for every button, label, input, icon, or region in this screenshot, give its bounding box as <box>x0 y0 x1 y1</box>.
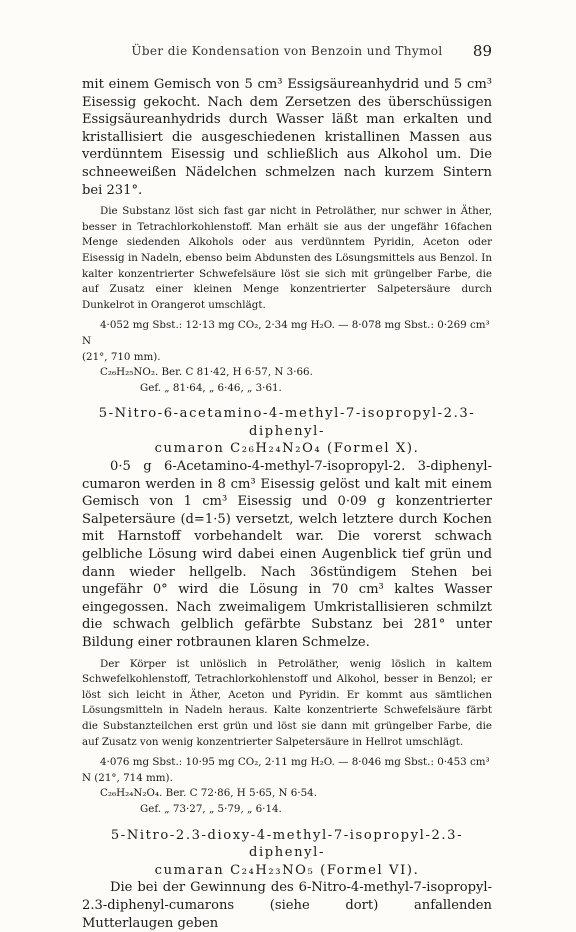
page-header <box>82 44 492 64</box>
analysis-1-line-1: 4·052 mg Sbst.: 12·13 mg CO₂, 2·34 mg H₂O. — 8·078 mg Sbst.: 0·269 cm³ N <box>82 319 490 347</box>
page-number: 89 <box>472 42 492 60</box>
paragraph-mother-liquors: Die bei der Gewinnung des 6-Nitro-4-methyl-7-isopropyl-2.3-diphenyl-cumarons (siehe dort) anfallenden Mutterlaugen geben <box>82 880 492 931</box>
running-head: Über die Kondensation von Benzoin und Thymol <box>131 44 443 58</box>
paragraph-nitration: 0·5 g 6-Acetamino-4-methyl-7-isopropyl-2. 3-diphenyl-cumaron werden in 8 cm³ Eisessig gelöst und kalt mit einem Gemisch von 1 cm³ Eisessig und 0·09 g konzentrierter Salpetersäure (d=1·5) versetzt, welch letztere durch Kochen mit Harnstoff vorbehandelt war. Die vorerst schwach gelbliche Lösung wird dabei einen Augenblick tief grün und dann wieder hellgelb. Nach 36stündigem Stehen bei ungefähr 0° wird die Lösung in 70 cm³ kaltes Wasser eingegossen. Nach zweimaligem Umkristallisieren schmilzt die schwach gelblich gefärbte Substanz bei 281° unter Bildung einer rotbraunen klaren Schmelze. <box>82 459 492 650</box>
note-solubility-2: Der Körper ist unlöslich in Petroläther, wenig löslich in kaltem Schwefelkohlenstoff, Tetrachlorkohlenstoff und Alkohol, besser in Benzol; er löst sich leicht in Äther, Aceton und Pyridin. Er kommt aus sämtlichen Lösungsmitteln in Nadeln heraus. Kalte konzentrierte Schwefelsäure färbt die Substanzteilchen erst grün und löst sie dann mit grüngelber Farbe, die auf Zusatz von wenig konzentrierter Salpetersäure in Hellrot umschlägt. <box>82 657 492 748</box>
note-solubility-1: Die Substanz löst sich fast gar nicht in Petroläther, nur schwer in Äther, besser in Tetrachlorkohlenstoff. Man erhält sie aus der ungefähr 16fachen Menge siedenden Alkohols oder aus verdünntem Pyridin, Aceton oder Eisessig in Nadeln, ebenso beim Abdunsten des Lösungsmittels aus Benzol. In kalter konzentrierter Schwefelsäure löst sie sich mit grüngelber Farbe, die auf Zusatz einer kleinen Menge konzentrierter Salpetersäure durch Dunkelrot in Orangerot umschlägt. <box>82 205 492 311</box>
section-title-1-line-1: 5-Nitro-6-acetamino-4-methyl-7-isopropyl-2.3-diphenyl- <box>98 406 476 439</box>
paragraph-acetylation: mit einem Gemisch von 5 cm³ Essigsäureanhydrid und 5 cm³ Eisessig gekocht. Nach dem Zersetzen des überschüssigen Essigsäureanhydrids durch Wasser läßt man erkalten und kristallisiert die ausgeschiedenen kristallinen Massen aus verdünntem Eisessig und schließlich aus Alkohol um. Die schneeweißen Nädelchen schmelzen nach kurzem Sintern bei 231°. <box>82 77 492 198</box>
analysis-2-line-2: N (21°, 714 mm). <box>82 771 173 784</box>
analysis-1-calculated: C₂₆H₂₅NO₂. Ber. C 81·42, H 6·57, N 3·66. <box>100 366 313 379</box>
analysis-2-found: Gef. „ 73·27, „ 5·79, „ 6·14. <box>140 802 282 815</box>
section-title-2-line-1: 5-Nitro-2.3-dioxy-4-methyl-7-isopropyl-2.3-diphenyl- <box>110 827 464 861</box>
analysis-2-calculated: C₂₆H₂₄N₂O₄. Ber. C 72·86, H 5·65, N 6·54. <box>100 787 318 800</box>
section-title-1-line-2: cumaron C₂₆H₂₄N₂O₄ (Formel X). <box>154 441 420 457</box>
section-title-2-line-2: cumaran C₂₄H₂₃NO₅ (Formel VI). <box>154 862 420 878</box>
analysis-2-line-1: 4·076 mg Sbst.: 10·95 mg CO₂, 2·11 mg H₂O. — 8·046 mg Sbst.: 0·453 cm³ <box>100 756 490 769</box>
page-body <box>82 76 492 932</box>
analysis-1-line-2: (21°, 710 mm). <box>82 350 161 363</box>
analysis-1-found: Gef. „ 81·64, „ 6·46, „ 3·61. <box>140 381 282 394</box>
